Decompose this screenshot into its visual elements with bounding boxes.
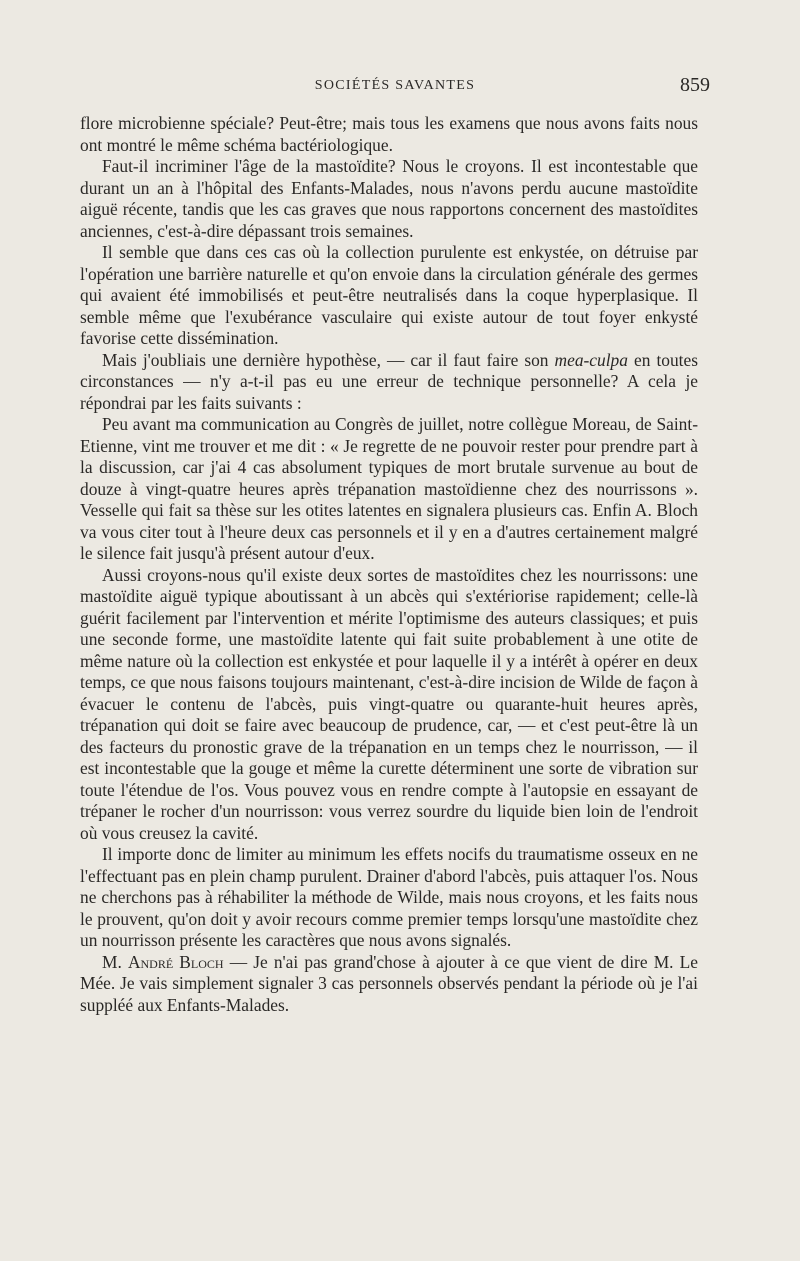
speaker-prefix: M. <box>102 951 128 972</box>
page-number: 859 <box>680 74 710 96</box>
paragraph-2: Faut-il incriminer l'âge de la mastoïdite? Nous le croyons. Il est incontestable que durant un an à l'hôpital des Enfants-Malades, nous n'avons perdu aucune mastoïdite aiguë récente, tandis que les cas graves que nous rapportons concernent des mastoïdites anciennes, c'est-à-dire dépassant trois semaines. <box>80 156 698 241</box>
paragraph-5: Peu avant ma communication au Congrès de juillet, notre collègue Moreau, de Saint-Etienne, vint me trouver et me dit : « Je regrette de ne pouvoir rester pour prendre part à la discussion, car j'ai 4 cas absolument typiques de mort brutale survenue au bout de douze à vingt-quatre heures après trépanation mastoïdienne chez des nourrissons ». Vesselle qui fait sa thèse sur les otites latentes en signalera plusieurs cas. Enfin A. Bloch va vous citer tout à l'heure deux cas personnels et il y en a d'autres certainement malgré le silence fait jusqu'à présent autour d'eux. <box>80 414 698 563</box>
paragraph-4-text-after: en toutes circonstances — n'y a-t-il pas eu une erreur de technique personnelle? A cela je répondrai par les faits suivants : <box>80 349 698 413</box>
body-text <box>80 113 698 1016</box>
running-head: SOCIÉTÉS SAVANTES <box>314 78 476 93</box>
paragraph-7: Il importe donc de limiter au minimum les effets nocifs du traumatisme osseux en ne l'effectuant pas en plein champ purulent. Drainer d'abord l'abcès, puis attaquer l'os. Nous ne cherchons pas à réhabiliter la méthode de Wilde, mais nous croyons, et les faits nous le prouvent, qu'on doit y avoir recours comme premier temps lorsqu'une mastoïdite chez un nourrisson présente les caractères que nous avons signalés. <box>80 844 698 950</box>
speaker-name: André Bloch <box>127 951 224 972</box>
paragraph-3: Il semble que dans ces cas où la collection purulente est enkystée, on détruise par l'opération une barrière naturelle et qu'on envoie dans la circulation générale des germes qui avaient été immobilisés et peut-être neutralisés dans la coque hyperplasique. Il semble même que l'exubérance vasculaire qui existe autour de tout foyer enkysté favorise cette dissémination. <box>80 242 698 348</box>
paragraph-4-text-before: Mais j'oubliais une dernière hypothèse, — car il faut faire son <box>102 349 555 370</box>
paragraph-8 <box>80 952 698 1017</box>
page-header <box>80 74 710 98</box>
paragraph-1: flore microbienne spéciale? Peut-être; mais tous les examens que nous avons faits nous ont montré le même schéma bactériologique. <box>80 113 698 155</box>
paragraph-6: Aussi croyons-nous qu'il existe deux sortes de mastoïdites chez les nourrissons: une mastoïdite aiguë typique aboutissant à un abcès qui s'extériorise rapidement; celle-là guérit facilement par l'intervention et mérite l'optimisme des auteurs classiques; et puis une seconde forme, une mastoïdite latente qui fait suite probablement à une otite de même nature où la collection est enkystée et pour laquelle il y a intérêt à opérer en deux temps, ce que nous faisons toujours maintenant, c'est-à-dire incision de Wilde de façon à évacuer le contenu de l'abcès, puis vingt-quatre ou quarante-huit heures après, trépanation qui doit se faire avec beaucoup de prudence, car, — et c'est peut-être là un des facteurs du pronostic grave de la trépanation en un temps chez le nourrisson, — il est incontestable que la gouge et même la curette déterminent une sorte de vibration sur toute l'étendue de l'os. Vous pouvez vous en rendre compte à l'autopsie en essayant de trépaner le rocher d'un nourrisson: vous verrez sourdre du liquide bien loin de l'endroit où vous creusez la cavité. <box>80 564 698 843</box>
paragraph-4 <box>80 350 698 415</box>
speaker-text: — Je n'ai pas grand'chose à ajouter à ce que vient de dire M. Le Mée. Je vais simplement signaler 3 cas personnels observés pendant la période où je l'ai suppléé aux Enfants-Malades. <box>80 951 698 1015</box>
mea-culpa-emphasis: mea-culpa <box>554 349 628 370</box>
